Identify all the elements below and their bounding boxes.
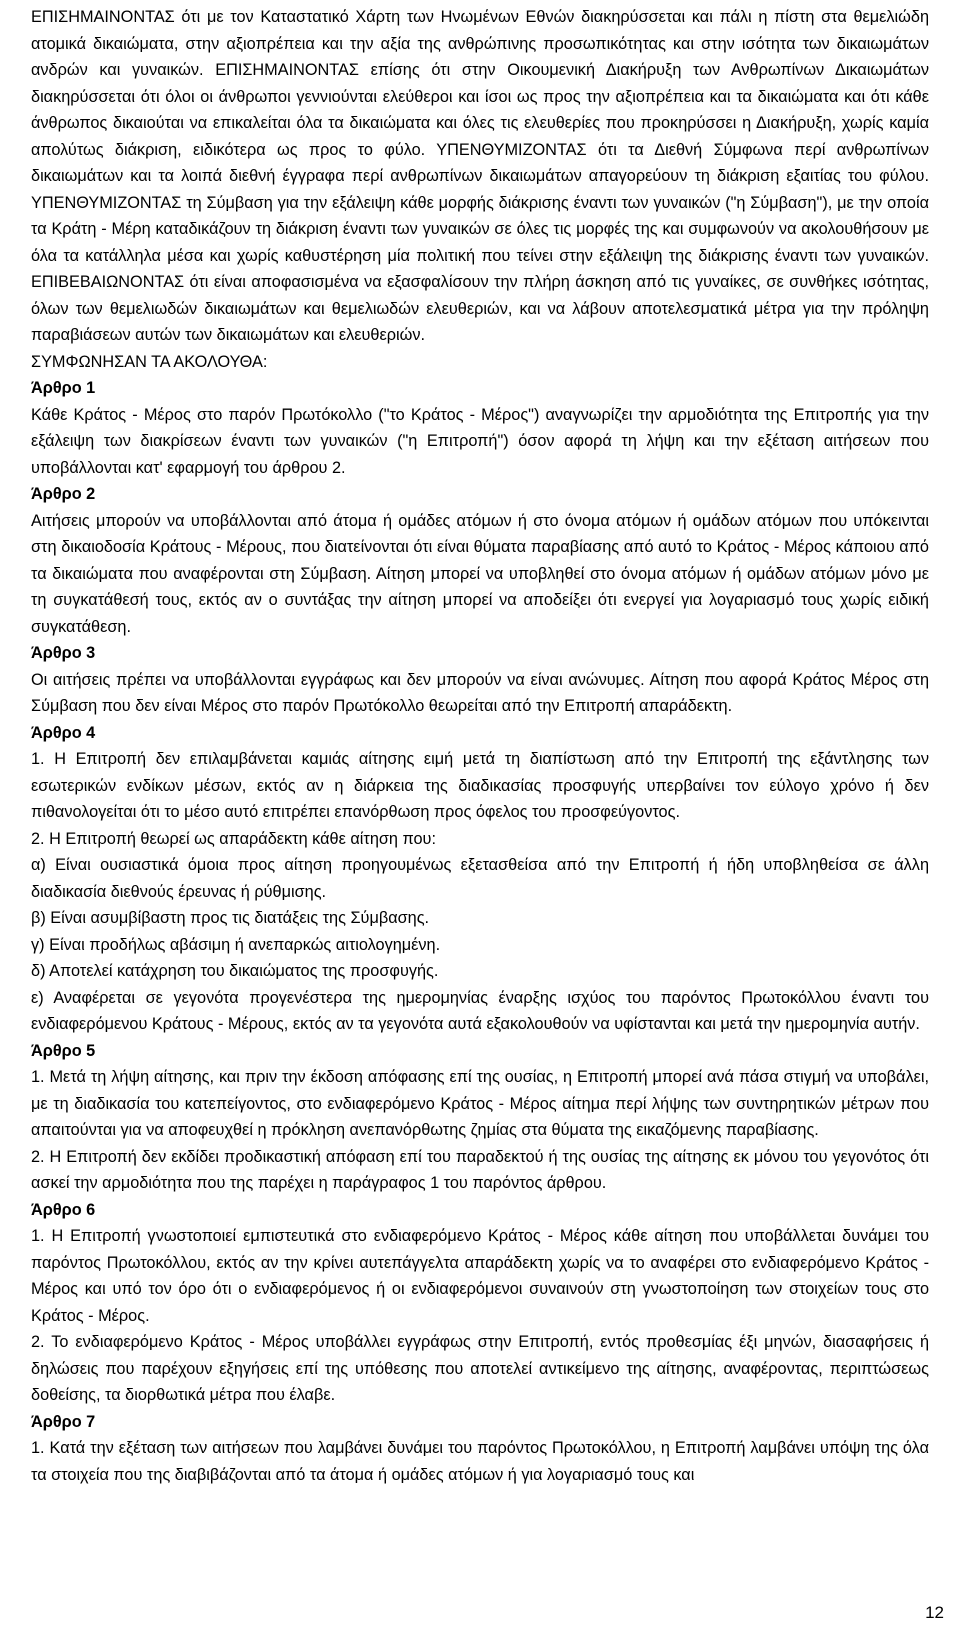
preamble-paragraph: ΕΠΙΣΗΜΑΙΝΟΝΤΑΣ ότι με τον Καταστατικό Χάρτη των Ηνωμένων Εθνών διακηρύσσεται και πάλι η πίστη στα θεμελιώδη ατομικά δικαιώματα, στην αξιοπρέπεια και την αξία της ανθρώπινης προσωπικότητας και στην ισότητα των δικαιωμάτων ανδρών και γυναικών. ΕΠΙΣΗΜΑΙΝΟΝΤΑΣ επίσης ότι στην Οικουμενική Διακήρυξη των Ανθρωπίνων Δικαιωμάτων διακηρύσσεται ότι όλοι οι άνθρωποι γεννιούνται ελεύθεροι και ίσοι ως προς την αξιοπρέπεια και τα δικαιώματα και ότι κάθε άνθρωπος δικαιούται να επικαλείται όλα τα δικαιώματα και όλες τις ελευθερίες που προκηρύσσει η Διακήρυξη, χωρίς καμία απολύτως διάκριση, ειδικότερα ως προς το φύλο. ΥΠΕΝΘΥΜΙΖΟΝΤΑΣ ότι τα Διεθνή Σύμφωνα περί ανθρωπίνων δικαιωμάτων και τα λοιπά διεθνή έγγραφα περί ανθρωπίνων δικαιωμάτων απαγορεύουν τη διάκριση εξαιτίας του φύλου. ΥΠΕΝΘΥΜΙΖΟΝΤΑΣ τη Σύμβαση για την εξάλειψη κάθε μορφής διάκρισης έναντι των γυναικών ("η Σύμβαση"), με την οποία τα Κράτη - Μέρη καταδικάζουν τη διάκριση έναντι των γυναικών σε όλες τις μορφές της και συμφωνούν να ακολουθήσουν με όλα τα κατάλληλα μέσα και χωρίς καθυστέρηση μία πολιτική που τείνει στην εξάλειψη της διάκρισης έναντι των γυναικών. ΕΠΙΒΕΒΑΙΩΝΟΝΤΑΣ ότι είναι αποφασισμένα να εξασφαλίσουν την πλήρη άσκηση από τις γυναίκες, σε συνθήκες ισότητας, όλων των θεμελιωδών δικαιωμάτων και θεμελιωδών ελευθεριών, και να λάβουν αποτελεσματικά μέτρα για την πρόληψη παραβιάσεων αυτών των δικαιωμάτων και ελευθεριών.	[31, 8, 929, 344]
article-4-item-b: β) Είναι ασυμβίβαστη προς τις διατάξεις της Σύμβασης.	[31, 909, 430, 927]
agreed-statement: ΣΥΜΦΩΝΗΣΑΝ ΤΑ ΑΚΟΛΟΥΘΑ:	[31, 352, 268, 371]
article-4-item-e: ε) Αναφέρεται σε γεγονότα προγενέστερα της ημερομηνίας έναρξης ισχύος του παρόντος Πρωτοκόλλου έναντι του ενδιαφερόμενου Κράτους - Μέρους, εκτός αν τα γεγονότα αυτά εξακολουθούν να υφίστανται και μετά την ημερομηνία αυτήν.	[31, 988, 929, 1033]
article-2-paragraph: Αιτήσεις μπορούν να υποβάλλονται από άτομα ή ομάδες ατόμων ή στο όνομα ατόμων ή ομάδων ατόμων που υπόκεινται στη δικαιοδοσία Κράτους - Μέρους, που διατείνονται ότι είναι θύματα παραβίασης από αυτό το Κράτος - Μέρος κάποιου από τα δικαιώματα που αναφέρονται στη Σύμβαση. Αίτηση μπορεί να υποβληθεί στο όνομα ατόμων ή ομάδων ατόμων μόνο με τη συγκατάθεσή τους, εκτός αν ο συντάξας την αίτηση μπορεί να αποδείξει ότι ενεργεί για λογαριασμό τους χωρίς ειδική συγκατάθεση.	[31, 511, 929, 636]
article-4-paragraph-2: 2. Η Επιτροπή θεωρεί ως απαράδεκτη κάθε αίτηση που:	[31, 829, 436, 848]
article-6-paragraph-2: 2. Το ενδιαφερόμενο Κράτος - Μέρος υποβάλλει εγγράφως στην Επιτροπή, εντός προθεσμίας έξι μηνών, διασαφήσεις ή δηλώσεις που παρέχουν εξηγήσεις επί της υπόθεσης που αποτελεί αντικείμενο της αίτησης, αναφέροντας, περιπτώσεως δοθείσης, τα διορθωτικά μέτρα που έλαβε.	[31, 1333, 929, 1404]
article-4-item-a: α) Είναι ουσιαστικά όμοια προς αίτηση προηγουμένως εξετασθείσα από την Επιτροπή ή ήδη υποβληθείσα σε άλλη διαδικασία διεθνούς έρευνας ή ρύθμισης.	[31, 856, 929, 901]
article-3-paragraph: Οι αιτήσεις πρέπει να υποβάλλονται εγγράφως και δεν μπορούν να είναι ανώνυμες. Αίτηση που αφορά Κράτος Μέρος στη Σύμβαση που δεν είναι Μέρος στο παρόν Πρωτόκολλο θεωρείται από την Επιτροπή απαράδεκτη.	[31, 670, 929, 715]
article-7-paragraph-1: 1. Κατά την εξέταση των αιτήσεων που λαμβάνει δυνάμει του παρόντος Πρωτοκόλλου, η Επιτροπή λαμβάνει υπόψη της όλα τα στοιχεία που της διαβιβάζονται από τα άτομα ή ομάδες ατόμων ή για λογαριασμό τους και	[31, 1439, 929, 1484]
article-5-paragraph-1: 1. Μετά τη λήψη αίτησης, και πριν την έκδοση απόφασης επί της ουσίας, η Επιτροπή μπορεί ανά πάσα στιγμή να υποβάλει, με τη διαδικασία του κατεπείγοντος, στο ενδιαφερόμενο Κράτος - Μέρος αίτημα περί λήψης των συντηρητικών μέτρων που απαιτούνται για να αποφευχθεί η πρόκληση ανεπανόρθωτης ζημίας στα θύματα της εικαζόμενης παραβίασης.	[31, 1068, 929, 1139]
article-6-paragraph-1: 1. Η Επιτροπή γνωστοποιεί εμπιστευτικά στο ενδιαφερόμενο Κράτος - Μέρος κάθε αίτηση που υποβάλλεται δυνάμει του παρόντος Πρωτοκόλλου, εκτός αν την κρίνει αυτεπάγγελτα απαράδεκτη χωρίς να το αναφέρει στο ενδιαφερόμενο Κράτος - Μέρος και υπό τον όρο ότι ο ενδιαφερόμενος ή οι ενδιαφερόμενοι συναινούν στη γνωστοποίηση των στοιχείων τους στο Κράτος - Μέρος.	[31, 1227, 929, 1325]
article-1-paragraph: Κάθε Κράτος - Μέρος στο παρόν Πρωτόκολλο ("το Κράτος - Μέρος") αναγνωρίζει την αρμοδιότητα της Επιτροπής για την εξάλειψη των διακρίσεων έναντι των γυναικών ("η Επιτροπή") όσον αφορά τη λήψη και την εξέταση αιτήσεων που υποβάλλονται κατ' εφαρμογή του άρθρου 2.	[31, 405, 929, 477]
article-4-heading: Άρθρο 4	[31, 723, 96, 742]
article-2-heading: Άρθρο 2	[31, 485, 96, 503]
article-5-paragraph-2: 2. Η Επιτροπή δεν εκδίδει προδικαστική απόφαση επί του παραδεκτού ή της ουσίας της αίτησης εκ μόνου του γεγονότος ότι ασκεί την αρμοδιότητα που της παρέχει η παράγραφος 1 του παρόντος άρθρου.	[31, 1147, 929, 1192]
article-3-heading: Άρθρο 3	[31, 644, 96, 662]
article-6-heading: Άρθρο 6	[31, 1200, 96, 1219]
page-number: 12	[925, 1603, 944, 1622]
article-7-heading: Άρθρο 7	[31, 1412, 96, 1431]
article-4-item-d: δ) Αποτελεί κατάχρηση του δικαιώματος της προσφυγής.	[31, 962, 439, 980]
article-1-heading: Άρθρο 1	[31, 379, 96, 397]
article-4-paragraph-1: 1. Η Επιτροπή δεν επιλαμβάνεται καμιάς αίτησης ειμή μετά τη διαπίστωση από την Επιτροπή της εξάντλησης των εσωτερικών ενδίκων μέσων, εκτός αν η διάρκεια της διαδικασίας προσφυγής υπερβαίνει τον εύλογο χρόνο ή δεν πιθανολογείται ότι το μέσο αυτό επιτρέπει επανόρθωση προς όφελος του προσφεύγοντος.	[31, 750, 929, 821]
article-5-heading: Άρθρο 5	[31, 1041, 96, 1060]
article-4-item-c: γ) Είναι προδήλως αβάσιμη ή ανεπαρκώς αιτιολογημένη.	[31, 935, 441, 954]
